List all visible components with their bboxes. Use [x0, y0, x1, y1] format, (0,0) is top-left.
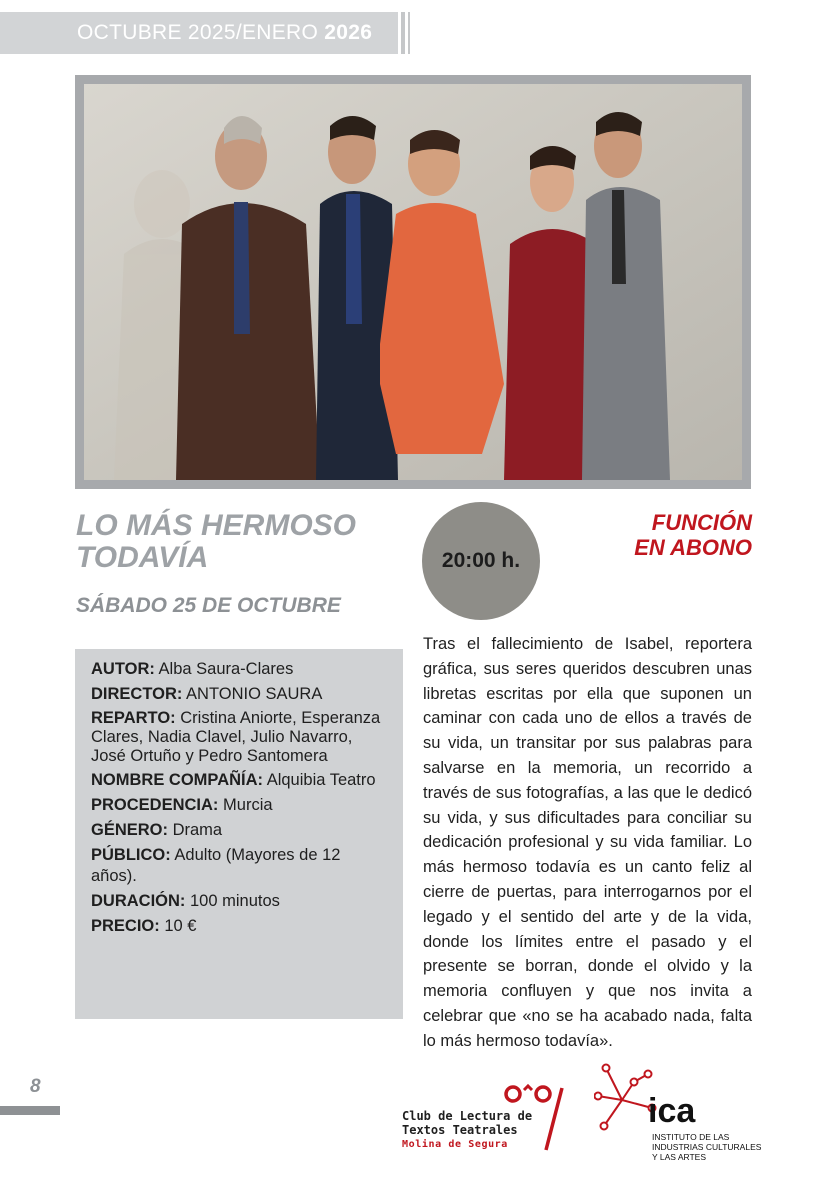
ica-wordmark: ica	[648, 1092, 696, 1130]
club-lectura-logo	[396, 1080, 566, 1154]
info-genero: GÉNERO: Drama	[91, 821, 223, 839]
abono-label	[560, 510, 752, 560]
cast-photo-frame	[75, 75, 751, 489]
ica-logo	[594, 1062, 764, 1168]
club-logo-ring-right-icon	[536, 1087, 550, 1101]
page-number-rule	[0, 1106, 60, 1115]
club-logo-line-2: Textos Teatrales	[402, 1123, 518, 1137]
show-date: SÁBADO 25 DE OCTUBRE	[76, 594, 341, 617]
club-logo-line-3: Molina de Segura	[402, 1139, 508, 1150]
info-duracion: DURACIÓN: 100 minutos	[91, 892, 280, 910]
ica-network-icon	[595, 1065, 656, 1130]
info-compania: NOMBRE COMPAÑÍA: Alquibia Teatro	[91, 771, 376, 789]
show-time-badge	[422, 502, 540, 620]
info-autor: AUTOR: Alba Saura-Clares	[91, 660, 294, 678]
club-logo-ring-left-icon	[506, 1087, 520, 1101]
ica-line-2: INDUSTRIAS CULTURALES	[652, 1142, 762, 1152]
info-publico: PÚBLICO: Adulto (Mayores de 12 años).	[91, 846, 341, 885]
info-procedencia: PROCEDENCIA: Murcia	[91, 796, 273, 814]
header-divider-thin	[408, 12, 410, 54]
info-director: DIRECTOR: ANTONIO SAURA	[91, 685, 323, 703]
info-reparto: REPARTO: Cristina Aniorte, Esperanza Clares, Nadia Clavel, Julio Navarro, José Ortuño y Pedro Santomera	[91, 709, 381, 765]
header-divider	[401, 12, 405, 54]
club-logo-caret-icon	[524, 1086, 532, 1090]
club-logo-line-1: Club de Lectura de	[402, 1109, 533, 1123]
abono-line-1: FUNCIÓN	[651, 510, 752, 535]
ica-line-3: Y LAS ARTES	[652, 1152, 707, 1162]
info-precio: PRECIO: 10 €	[91, 917, 197, 935]
page-number: 8	[30, 1076, 41, 1097]
header-date-range: OCTUBRE 2025/ENERO 2026	[77, 21, 373, 44]
show-title: LO MÁS HERMOSO TODAVÍA	[76, 509, 357, 574]
cast-photo	[84, 84, 742, 480]
show-time: 20:00 h.	[441, 549, 521, 572]
show-description: Tras el fallecimiento de Isabel, reportera gráfica, sus seres queridos descubren unas libretas escritas por ella que suponen un caminar con cada uno de ellos a través de su vida, un transitar por sus palabras para salvarse en la memoria, un recorrido a través de sus fotografías, a las que le dedicó su vida, y sus dificultades para conciliar su dedicación profesional y su vida familiar. Lo más hermoso todavía es un canto feliz al cierre de puertas, para interrogarnos por el legado y el sentido del arte y de la vida, donde los límites entre el pasado y el presente se borran, donde el olvido y la memoria confluyen y que nos invita a celebrar que «no se ha acabado nada, falta lo más hermoso todavía».	[423, 635, 752, 1050]
abono-line-2: EN ABONO	[634, 535, 752, 560]
ica-line-1: INSTITUTO DE LAS	[652, 1132, 730, 1142]
show-info-box	[75, 649, 403, 1019]
